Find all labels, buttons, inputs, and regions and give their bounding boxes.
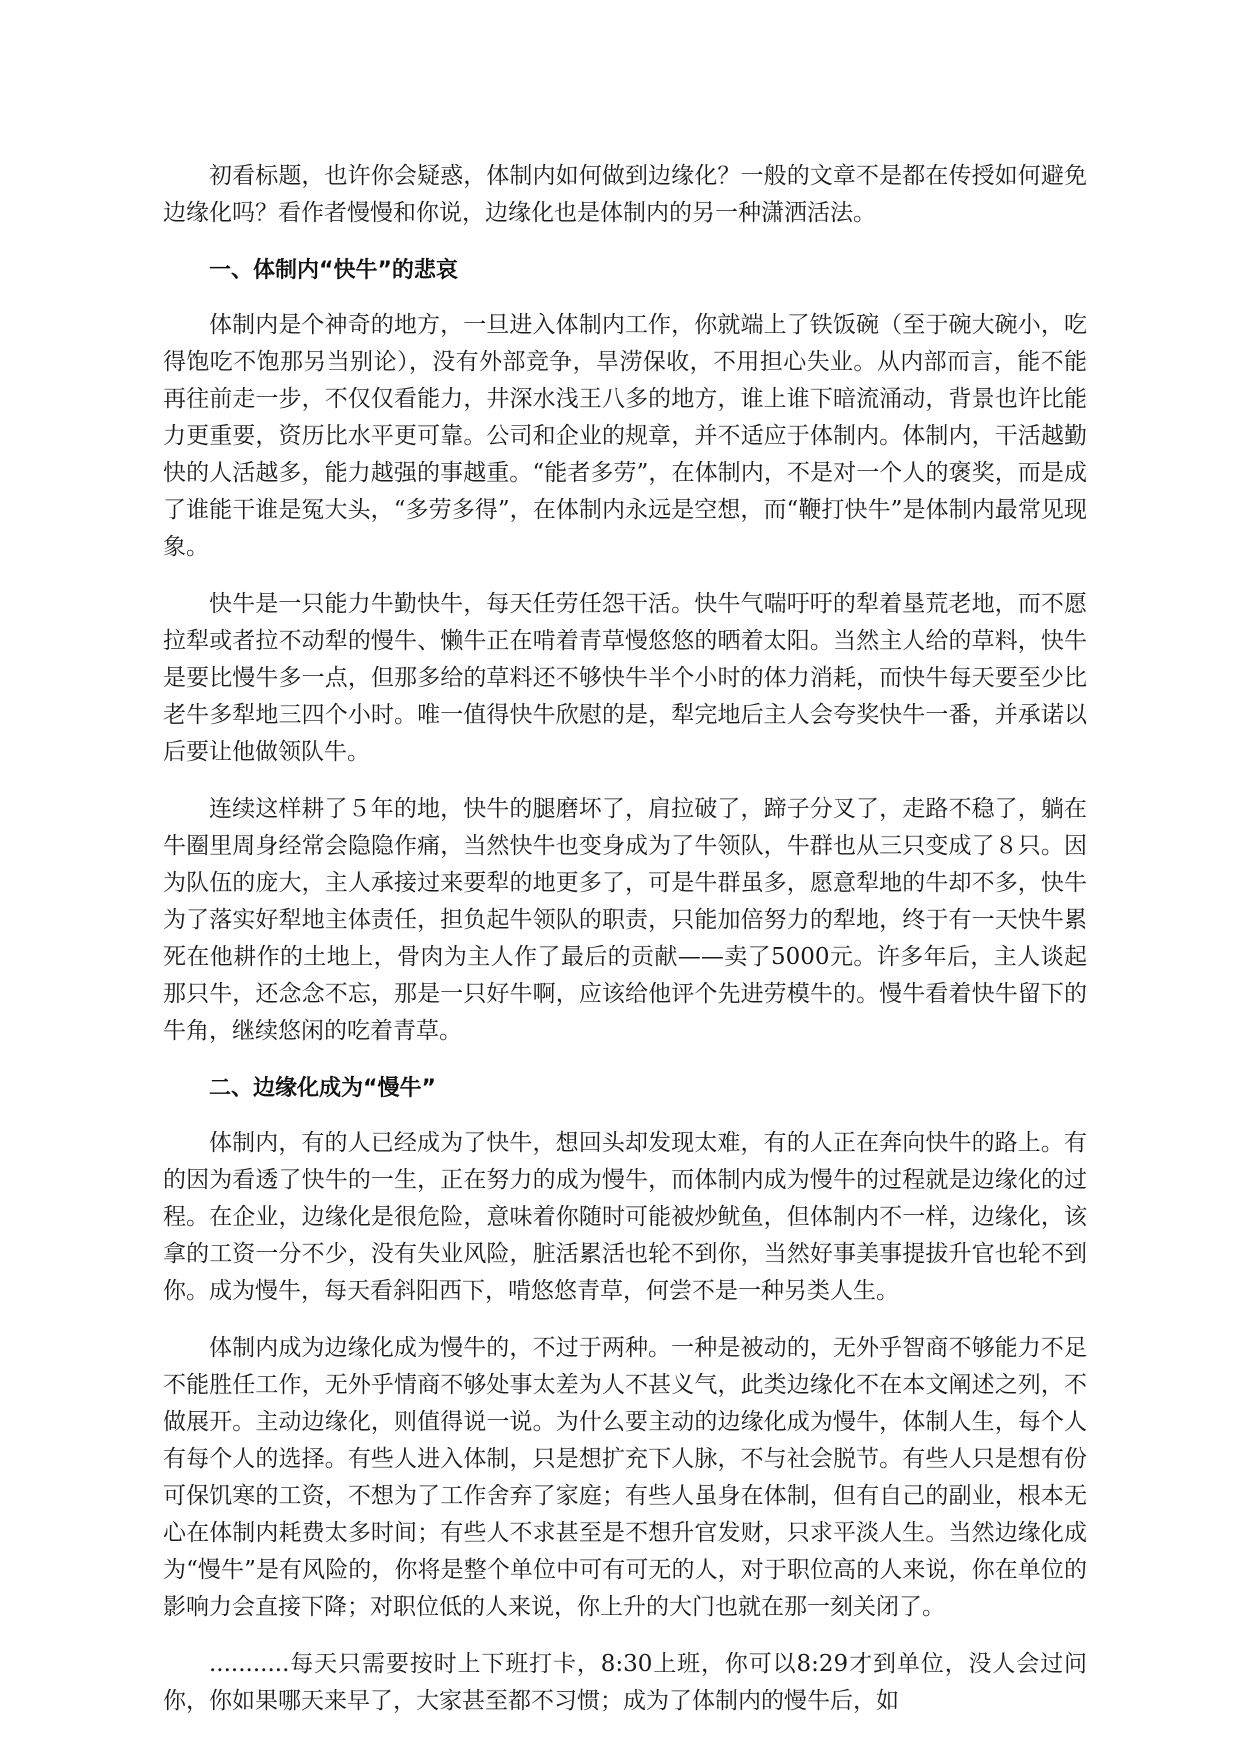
body-paragraph: ...........每天只需要按时上下班打卡，8:30上班，你可以8:29才到单位，没人会过问你，你如果哪天来早了，大家甚至都不习惯；成为了体制内的慢牛后，如 (163, 1651, 1087, 1714)
body-paragraph: 快牛是一只能力牛勤快牛，每天任劳任怨干活。快牛气喘吁吁的犁着垦荒老地，而不愿拉犁或者拉不动犁的慢牛、懒牛正在啃着青草慢悠悠的晒着太阳。当然主人给的草料，快牛是要比慢牛多一点，但那多给的草料还不够快牛半个小时的体力消耗，而快牛每天要至少比老牛多犁地三四个小时。唯一值得快牛欣慰的是，犁完地后主人会夸奖快牛一番，并承诺以后要让他做领队牛。 (163, 591, 1087, 765)
body-paragraph: 体制内，有的人已经成为了快牛，想回头却发现太难，有的人正在奔向快牛的路上。有的因为看透了快牛的一生，正在努力的成为慢牛，而体制内成为慢牛的过程就是边缘化的过程。在企业，边缘化是很危险，意味着你随时可能被炒鱿鱼，但体制内不一样，边缘化，该拿的工资一分不少，没有失业风险，脏活累活也轮不到你，当然好事美事提拔升官也轮不到你。成为慢牛，每天看斜阳西下，啃悠悠青草，何尝不是一种另类人生。 (163, 1130, 1087, 1304)
intro-paragraph: 初看标题，也许你会疑惑，体制内如何做到边缘化？一般的文章不是都在传授如何避免边缘化吗？看作者慢慢和你说，边缘化也是体制内的另一种潇洒活法。 (163, 163, 1087, 226)
section-heading-2: 二、边缘化成为“慢牛” (209, 1076, 436, 1101)
body-paragraph: 体制内成为边缘化成为慢牛的，不过于两种。一种是被动的，无外乎智商不够能力不足不能胜任工作，无外乎情商不够处事太差为人不甚义气，此类边缘化不在本文阐述之列，不做展开。主动边缘化，则值得说一说。为什么要主动的边缘化成为慢牛，体制人生，每个人有每个人的选择。有些人进入体制，只是想扩充下人脉，不与社会脱节。有些人只是想有份可保饥寒的工资，不想为了工作舍弃了家庭；有些人虽身在体制，但有自己的副业，根本无心在体制内耗费太多时间；有些人不求甚至是不想升官发财，只求平淡人生。当然边缘化成为“慢牛”是有风险的，你将是整个单位中可有可无的人，对于职位高的人来说，你在单位的影响力会直接下降；对职位低的人来说，你上升的大门也就在那一刻关闭了。 (163, 1335, 1087, 1620)
body-paragraph: 连续这样耕了５年的地，快牛的腿磨坏了，肩拉破了，蹄子分叉了，走路不稳了，躺在牛圈里周身经常会隐隐作痛，当然快牛也变身成为了牛领队，牛群也从三只变成了８只。因为队伍的庞大，主人承接过来要犁的地更多了，可是牛群虽多，愿意犁地的牛却不多，快牛为了落实好犁地主体责任，担负起牛领队的职责，只能加倍努力的犁地，终于有一天快牛累死在他耕作的土地上，骨肉为主人作了最后的贡献——卖了5000元。许多年后，主人谈起那只牛，还念念不忘，那是一只好牛啊，应该给他评个先进劳模牛的。慢牛看着快牛留下的牛角，继续悠闲的吃着青草。 (163, 796, 1087, 1044)
article-body (163, 158, 1087, 1740)
section-heading-1: 一、体制内“快牛”的悲哀 (209, 258, 458, 283)
body-paragraph: 体制内是个神奇的地方，一旦进入体制内工作，你就端上了铁饭碗（至于碗大碗小，吃得饱吃不饱那另当别论），没有外部竞争，旱涝保收，不用担心失业。从内部而言，能不能再往前走一步，不仅仅看能力，井深水浅王八多的地方，谁上谁下暗流涌动，背景也许比能力更重要，资历比水平更可靠。公司和企业的规章，并不适应于体制内。体制内，干活越勤快的人活越多，能力越强的事越重。“能者多劳”，在体制内，不是对一个人的褒奖，而是成了谁能干谁是冤大头，“多劳多得”，在体制内永远是空想，而“鞭打快牛”是体制内最常见现象。 (163, 312, 1087, 560)
